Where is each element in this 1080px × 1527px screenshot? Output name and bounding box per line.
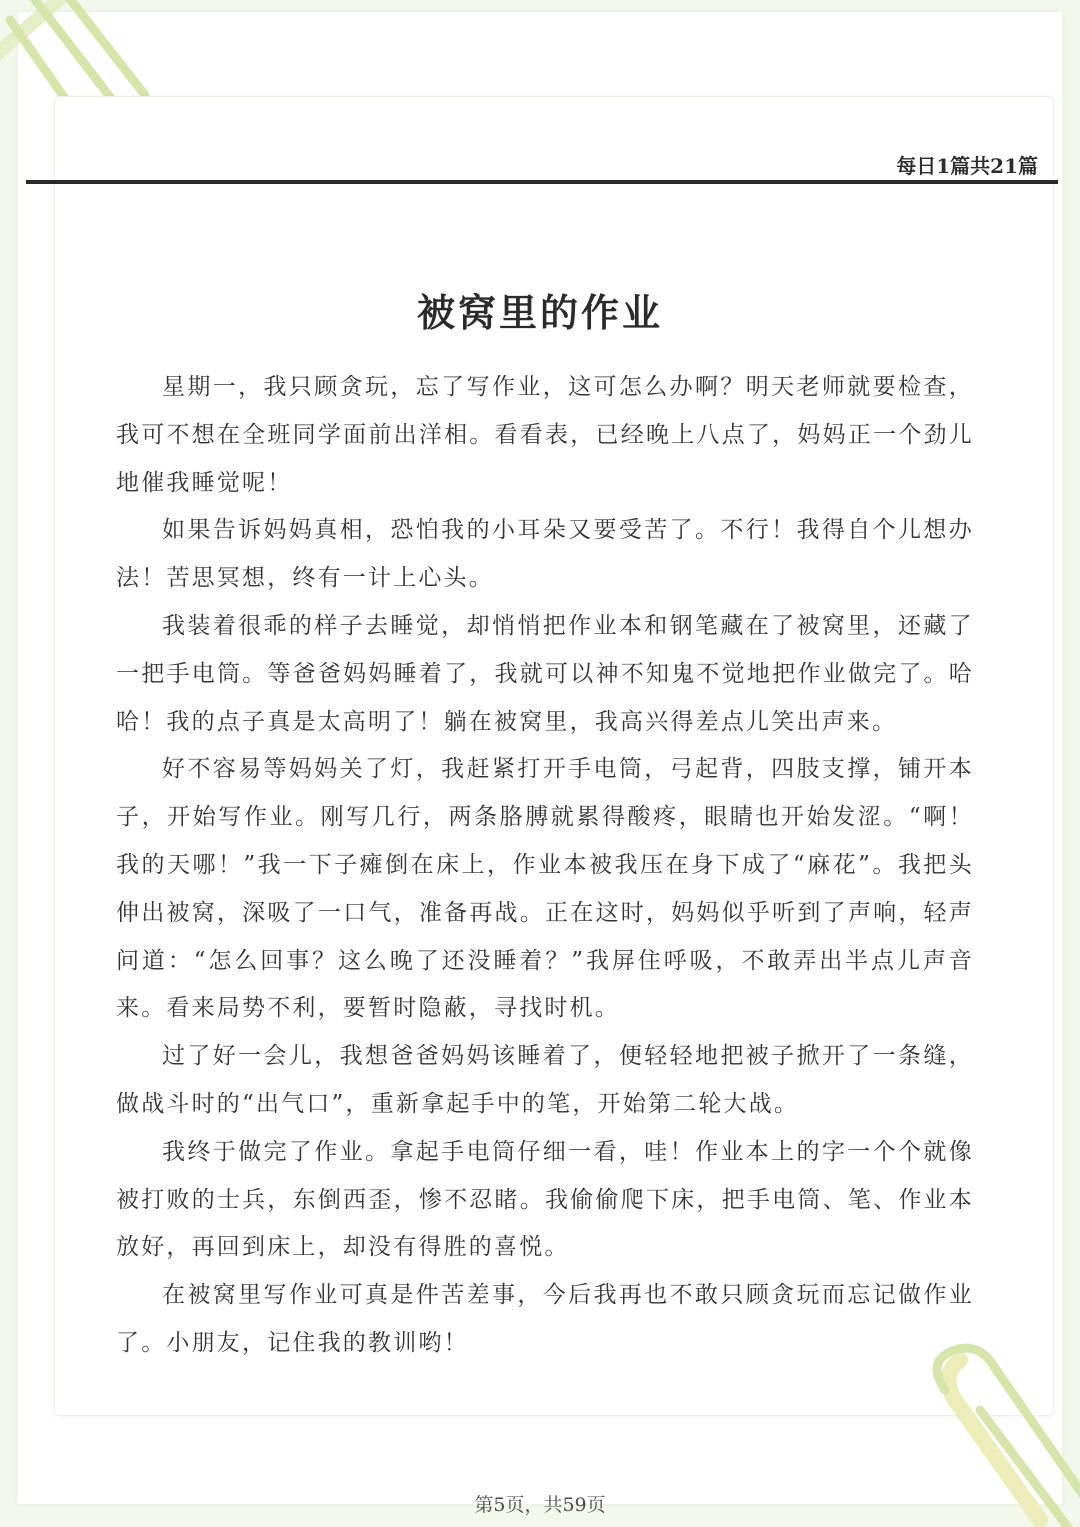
paragraph: 在被窝里写作业可真是件苦差事，今后我再也不敢只顾贪玩而忘记做作业了。小朋友，记住我的教训哟！	[116, 1282, 974, 1356]
paragraph: 如果告诉妈妈真相，恐怕我的小耳朵又要受苦了。不行！我得自个儿想办法！苦思冥想，终有一计上心头。	[116, 517, 974, 592]
paragraph: 星期一，我只顾贪玩，忘了写作业，这可怎么办啊？明天老师就要检查，我可不想在全班同学面前出洋相。看看表，已经晚上八点了，妈妈正一个劲儿地催我睡觉呢！	[116, 374, 974, 496]
paragraph: 好不容易等妈妈关了灯，我赶紧打开手电筒，弓起背，四肢支撑，铺开本子，开始写作业。刚写几行，两条胳膊就累得酸疼，眼睛也开始发涩。“啊！我的天哪！”我一下子瘫倒在床上，作业本被我压在身下成了“麻花”。我把头伸出被窝，深吸了一口气，准备再战。正在这时，妈妈似乎听到了声响，轻声问道：“怎么回事？这么晚了还没睡着？”我屏住呼吸，不敢弄出半点儿声音来。看来局势不利，要暂时隐蔽，寻找时机。	[116, 756, 974, 1022]
article-body	[116, 364, 974, 1368]
series-note: 每日1篇共21篇	[896, 154, 1038, 178]
page-indicator: 第5页，共59页	[474, 1494, 606, 1516]
paragraph: 我终于做完了作业。拿起手电筒仔细一看，哇！作业本上的字一个个就像被打败的士兵，东倒西歪，惨不忍睹。我偷偷爬下床，把手电筒、笔、作业本放好，再回到床上，却没有得胜的喜悦。	[116, 1138, 974, 1261]
paragraph: 我装着很乖的样子去睡觉，却悄悄把作业本和钢笔藏在了被窝里，还藏了一把手电筒。等爸爸妈妈睡着了，我就可以神不知鬼不觉地把作业做完了。哈哈！我的点子真是太高明了！躺在被窝里，我高兴得差点儿笑出声来。	[116, 612, 974, 735]
article-title: 被窝里的作业	[416, 290, 663, 335]
paragraph: 过了好一会儿，我想爸爸妈妈该睡着了，便轻轻地把被子掀开了一条缝，做战斗时的“出气口”，重新拿起手中的笔，开始第二轮大战。	[116, 1043, 974, 1117]
header-divider	[26, 180, 1058, 184]
